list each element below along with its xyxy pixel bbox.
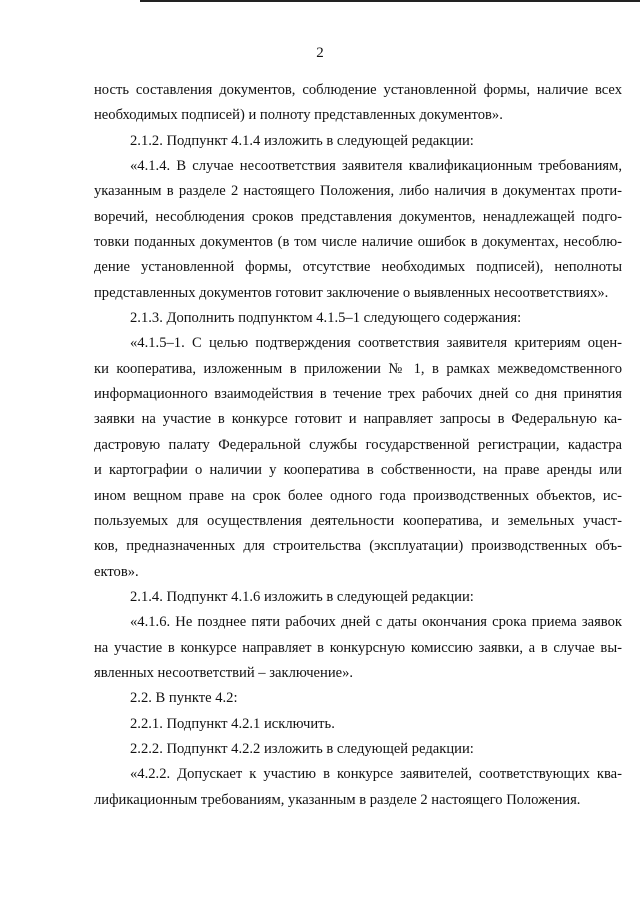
text-line: ки кооператива, изложенным в приложении № 1, в рамках межведомственного <box>94 360 622 377</box>
text-line: «4.1.5–1. С целью подтверждения соответствия заявителя критериям оцен- <box>130 335 622 352</box>
text-line: явленных несоответствий – заключение». <box>94 664 354 681</box>
text-line: заявки на участие в конкурсе готовит и направляет запросы в Федеральную ка- <box>94 411 622 428</box>
text-line: лификационным требованиям, указанным в разделе 2 настоящего Положения. <box>94 791 581 808</box>
text-line: на участие в конкурсе направляет в конкурсную комиссию заявки, а в случае вы- <box>94 639 622 656</box>
text-line: 2.2.2. Подпункт 4.2.2 изложить в следующей редакции: <box>130 740 474 757</box>
text-line: 2.1.2. Подпункт 4.1.4 изложить в следующей редакции: <box>130 132 474 149</box>
text-line: ность составления документов, соблюдение установленной формы, наличие всех <box>94 82 622 98</box>
text-line: дастровую палату Федеральной службы государственной регистрации, кадастра <box>94 436 622 453</box>
text-line: «4.1.6. Не позднее пяти рабочих дней с даты окончания срока приема заявок <box>130 614 622 631</box>
text-line: «4.2.2. Допускает к участию в конкурсе заявителей, соответствующих ква- <box>130 766 622 783</box>
text-line: «4.1.4. В случае несоответствия заявителя квалификационным требованиям, <box>130 158 622 175</box>
text-line: необходимых подписей) и полноту представленных документов». <box>94 107 503 124</box>
text-line: ектов». <box>94 563 139 580</box>
text-line: 2.1.3. Дополнить подпунктом 4.1.5–1 следующего содержания: <box>130 310 522 327</box>
text-line: пользуемых для осуществления деятельности кооператива, и земельных участ- <box>94 512 622 529</box>
text-line: 2.2.1. Подпункт 4.2.1 исключить. <box>130 715 335 732</box>
text-line: и картографии о наличии у кооператива в собственности, на праве аренды или <box>94 462 622 479</box>
text-line: 2.2. В пункте 4.2: <box>130 690 238 707</box>
text-line: 2.1.4. Подпункт 4.1.6 изложить в следующей редакции: <box>130 588 474 605</box>
text-line: дение установленной формы, отсутствие необходимых подписей), неполноты <box>94 259 622 276</box>
text-line: представленных документов готовит заключение о выявленных несоответствиях». <box>94 284 609 301</box>
text-line: воречий, несоблюдения сроков представления документов, ненадлежащей подго- <box>94 208 622 225</box>
text-line: указанным в разделе 2 настоящего Положения, либо наличия в документах проти- <box>94 183 622 200</box>
document-body <box>94 78 622 813</box>
text-line: товки поданных документов (в том числе наличие ошибок в документах, несоблю- <box>94 234 622 251</box>
text-line: информационного взаимодействия в течение трех рабочих дней со дня принятия <box>94 386 622 403</box>
text-line: ков, предназначенных для строительства (эксплуатации) производственных объ- <box>94 538 622 555</box>
text-line: ином вещном праве на срок более одного года производственных объектов, ис- <box>94 487 622 504</box>
page-number: 2 <box>316 45 324 61</box>
